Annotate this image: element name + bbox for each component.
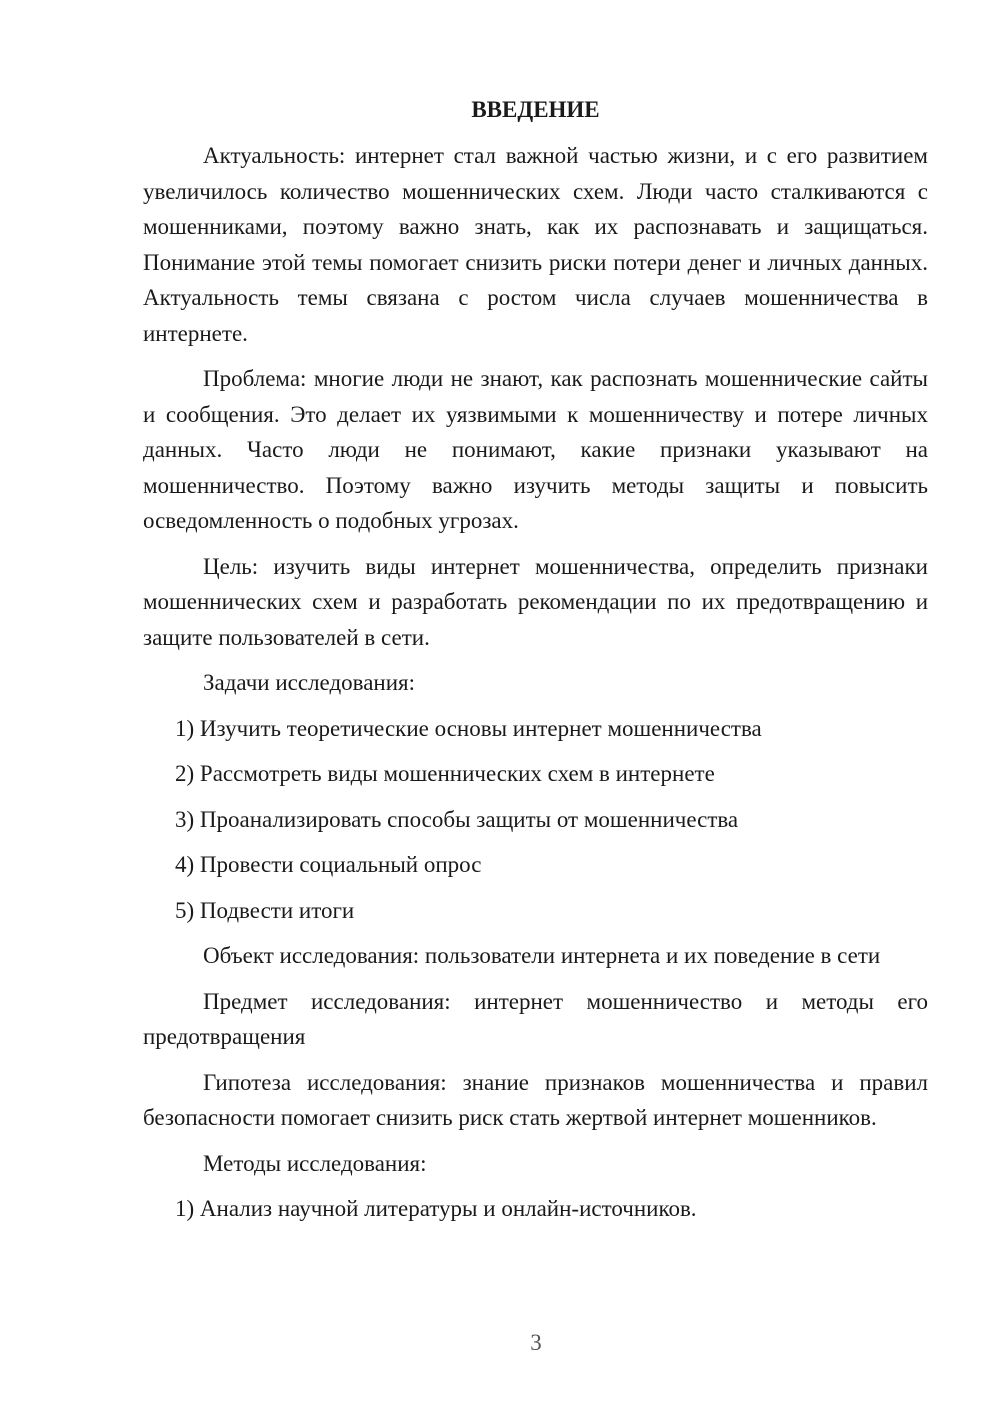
page-number: 3: [530, 1330, 542, 1355]
paragraph-problem: Проблема: многие люди не знают, как распознать мошеннические сайты и сообщения. Это делает их уязвимыми к мошенничеству и потере личных данных. Часто люди не понимают, какие признаки указывают на мошенничество. Поэтому важно изучить методы защиты и повысить осведомленность о подобных угрозах.: [143, 366, 928, 533]
paragraph-relevance: Актуальность: интернет стал важной частью жизни, и с его развитием увеличилось количество мошеннических схем. Люди часто сталкиваются с мошенниками, поэтому важно знать, как их распознавать и защищаться. Понимание этой темы помогает снизить риски потери денег и личных данных. Актуальность темы связана с ростом числа случаев мошенничества в интернете.: [143, 143, 928, 346]
task-item-2: 2) Рассмотреть виды мошеннических схем в интернете: [175, 761, 715, 786]
page-title: ВВЕДЕНИЕ: [471, 97, 600, 122]
task-item-4: 4) Провести социальный опрос: [175, 852, 482, 877]
paragraph-goal: Цель: изучить виды интернет мошенничества, определить признаки мошеннических схем и разработать рекомендации по их предотвращению и защите пользователей в сети.: [143, 553, 928, 650]
method-item-1: 1) Анализ научной литературы и онлайн-источников.: [175, 1196, 697, 1221]
task-item-1: 1) Изучить теоретические основы интернет мошенничества: [175, 715, 762, 741]
paragraph-object: Объект исследования: пользователи интернета и их поведение в сети: [203, 943, 881, 968]
task-item-3: 3) Проанализировать способы защиты от мошенничества: [175, 806, 739, 832]
paragraph-hypothesis: Гипотеза исследования: знание признаков мошенничества и правил безопасности помогает снизить риск стать жертвой интернет мошенников.: [143, 1069, 928, 1130]
paragraph-subject: Предмет исследования: интернет мошенничество и методы его предотвращения: [143, 988, 928, 1049]
methods-heading: Методы исследования:: [203, 1150, 427, 1176]
task-item-5: 5) Подвести итоги: [175, 897, 355, 923]
tasks-heading: Задачи исследования:: [203, 670, 416, 695]
page-content: [143, 92, 928, 1237]
